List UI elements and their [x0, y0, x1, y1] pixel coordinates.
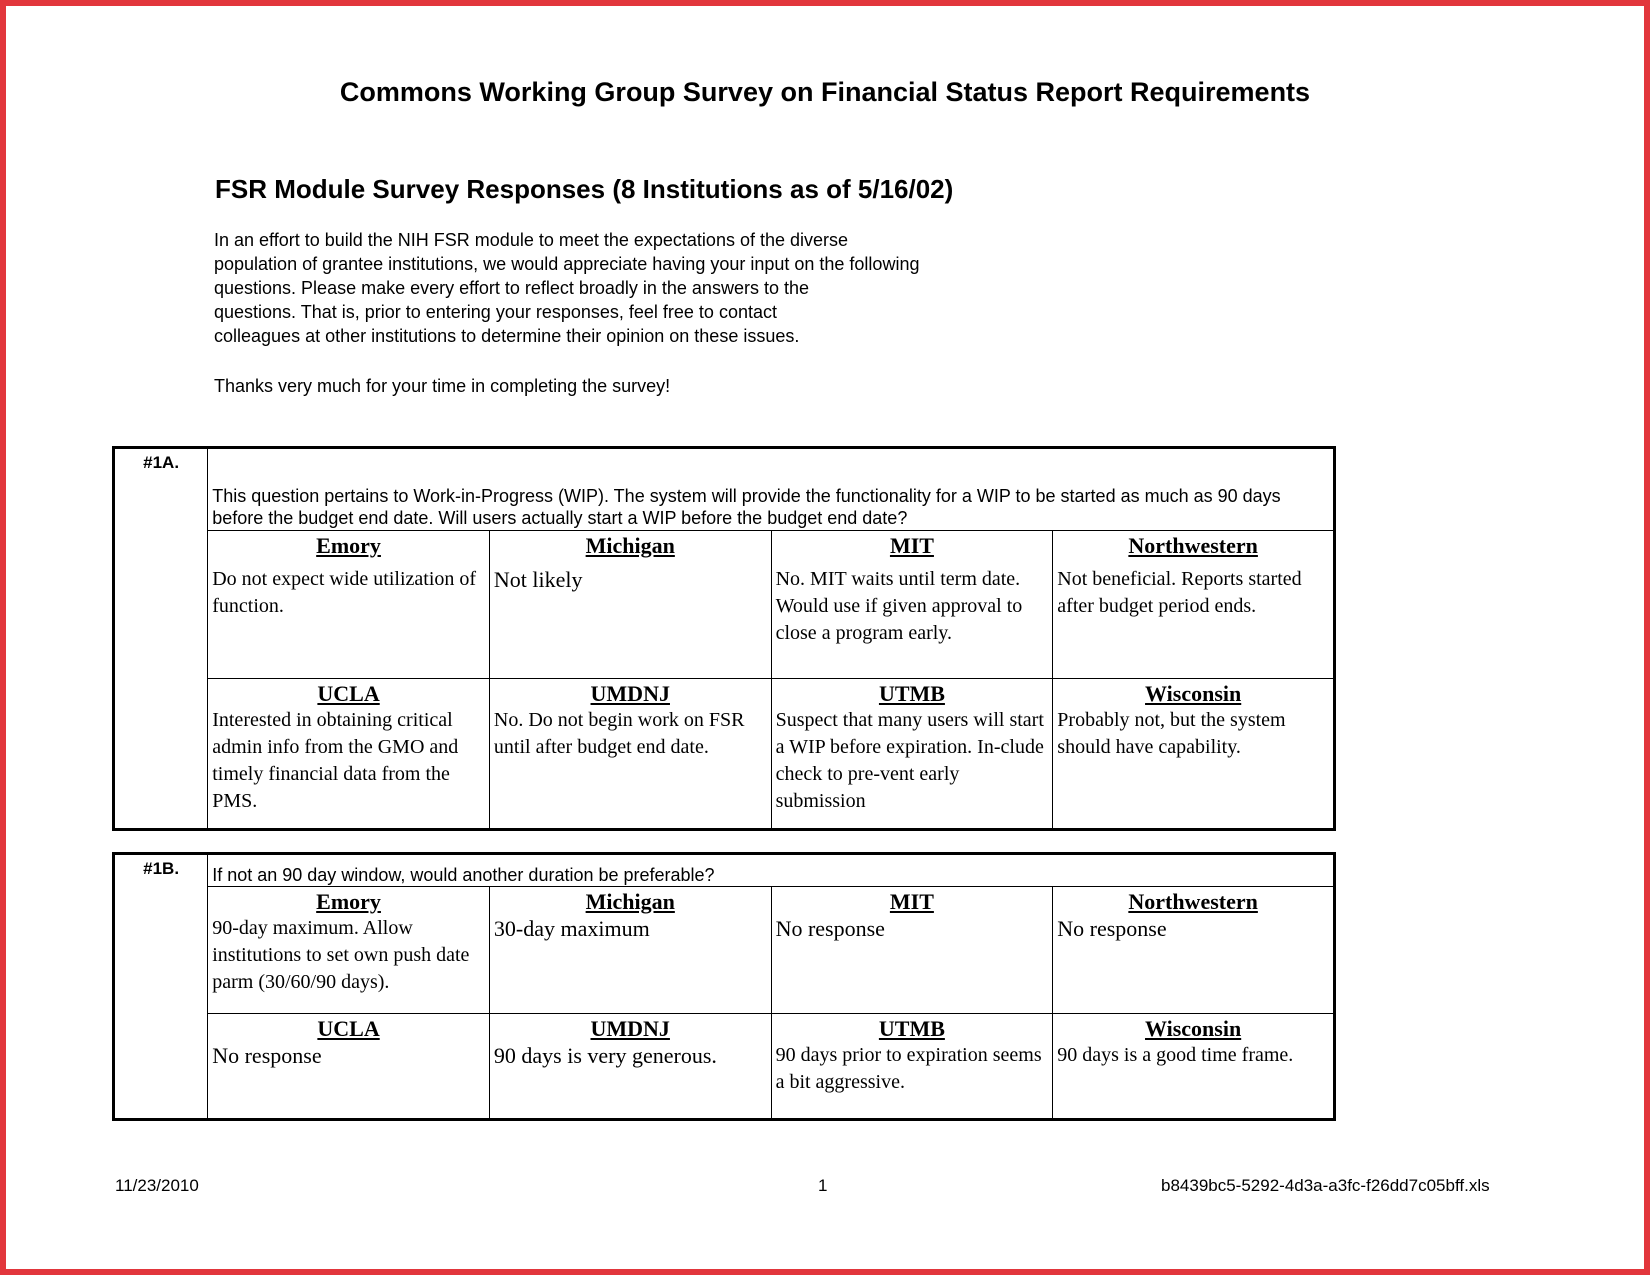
- question-1a-table: [112, 446, 1336, 831]
- institution-name: Wisconsin: [1145, 1016, 1242, 1041]
- response-text: Do not expect wide utilization of function.: [212, 568, 477, 617]
- response-text: 90 days is very generous.: [493, 1043, 717, 1068]
- institution-name: Emory: [316, 889, 381, 914]
- response-cell: [208, 1014, 490, 1120]
- institution-name: Emory: [316, 533, 381, 558]
- response-cell: [489, 887, 771, 1014]
- intro-paragraph: [214, 228, 974, 348]
- institution-name: UCLA: [317, 681, 380, 706]
- response-text: 30-day maximum: [493, 916, 650, 941]
- question-text: This question pertains to Work-in-Progress (WIP). The system will provide the functionality for a WIP to be started as much as 90 days before the budget end date. Will users actually start a WIP before the budget end date?: [208, 448, 1335, 531]
- institution-name: UCLA: [317, 1016, 380, 1041]
- institution-name: Northwestern: [1128, 889, 1258, 914]
- response-cell: [208, 679, 490, 830]
- response-cell: [771, 1014, 1053, 1120]
- footer-page-number: 1: [818, 1176, 828, 1195]
- response-text: Interested in obtaining critical admin info from the GMO and timely financial data from the PMS.: [212, 709, 459, 812]
- response-cell: [771, 679, 1053, 830]
- response-text: No response: [1057, 916, 1167, 941]
- response-cell: [1053, 679, 1335, 830]
- footer-filename: b8439bc5-5292-4d3a-a3fc-f26dd7c05bff.xls: [1161, 1176, 1490, 1195]
- response-cell: [1053, 1014, 1335, 1120]
- response-cell: [1053, 531, 1335, 679]
- question-id: #1B.: [114, 854, 208, 1120]
- intro-line: In an effort to build the NIH FSR module to meet the expectations of the diverse: [214, 230, 849, 250]
- response-cell: [771, 887, 1053, 1014]
- response-text: Suspect that many users will start a WIP before expiration. In-clude check to pre-vent early submission: [775, 709, 1044, 812]
- institution-name: MIT: [889, 889, 934, 914]
- intro-line: colleagues at other institutions to determine their opinion on these issues.: [214, 326, 800, 346]
- institution-name: UTMB: [878, 681, 945, 706]
- response-cell: [489, 1014, 771, 1120]
- intro-line: population of grantee institutions, we would appreciate having your input on the following: [214, 254, 920, 274]
- question-id: #1A.: [114, 448, 208, 830]
- institution-name: Wisconsin: [1145, 681, 1242, 706]
- response-text: No. MIT waits until term date. Would use if given approval to close a program early.: [775, 568, 1023, 644]
- response-cell: [1053, 887, 1335, 1014]
- institution-name: Michigan: [585, 889, 675, 914]
- response-text: 90-day maximum. Allow institutions to set own push date parm (30/60/90 days).: [212, 917, 470, 993]
- intro-line: questions. Please make every effort to reflect broadly in the answers to the: [214, 278, 809, 298]
- institution-name: Northwestern: [1128, 533, 1258, 558]
- institution-name: MIT: [889, 533, 934, 558]
- response-text: Probably not, but the system should have capability.: [1057, 709, 1286, 758]
- response-cell: [208, 887, 490, 1014]
- response-cell: [771, 531, 1053, 679]
- response-cell: [208, 531, 490, 679]
- response-cell: [489, 679, 771, 830]
- question-text: If not an 90 day window, would another duration be preferable?: [208, 854, 1335, 887]
- institution-name: UTMB: [878, 1016, 945, 1041]
- institution-name: UMDNJ: [590, 1016, 670, 1041]
- response-text: 90 days is a good time frame.: [1057, 1044, 1294, 1066]
- response-text: Not beneficial. Reports started after budget period ends.: [1057, 568, 1302, 617]
- document-subtitle: FSR Module Survey Responses (8 Institutions as of 5/16/02): [215, 174, 954, 204]
- intro-line: questions. That is, prior to entering your responses, feel free to contact: [214, 302, 777, 322]
- document-title: Commons Working Group Survey on Financial Status Report Requirements: [339, 77, 1311, 107]
- response-cell: [489, 531, 771, 679]
- response-text: No response: [212, 1043, 322, 1068]
- response-text: Not likely: [493, 567, 583, 592]
- institution-name: UMDNJ: [590, 681, 670, 706]
- response-text: 90 days prior to expiration seems a bit aggressive.: [775, 1044, 1042, 1093]
- response-text: No. Do not begin work on FSR until after budget end date.: [493, 709, 745, 758]
- footer-date: 11/23/2010: [115, 1176, 199, 1195]
- question-1b-table: [112, 852, 1336, 1121]
- thanks-note: Thanks very much for your time in completing the survey!: [214, 376, 671, 396]
- institution-name: Michigan: [585, 533, 675, 558]
- response-text: No response: [775, 916, 885, 941]
